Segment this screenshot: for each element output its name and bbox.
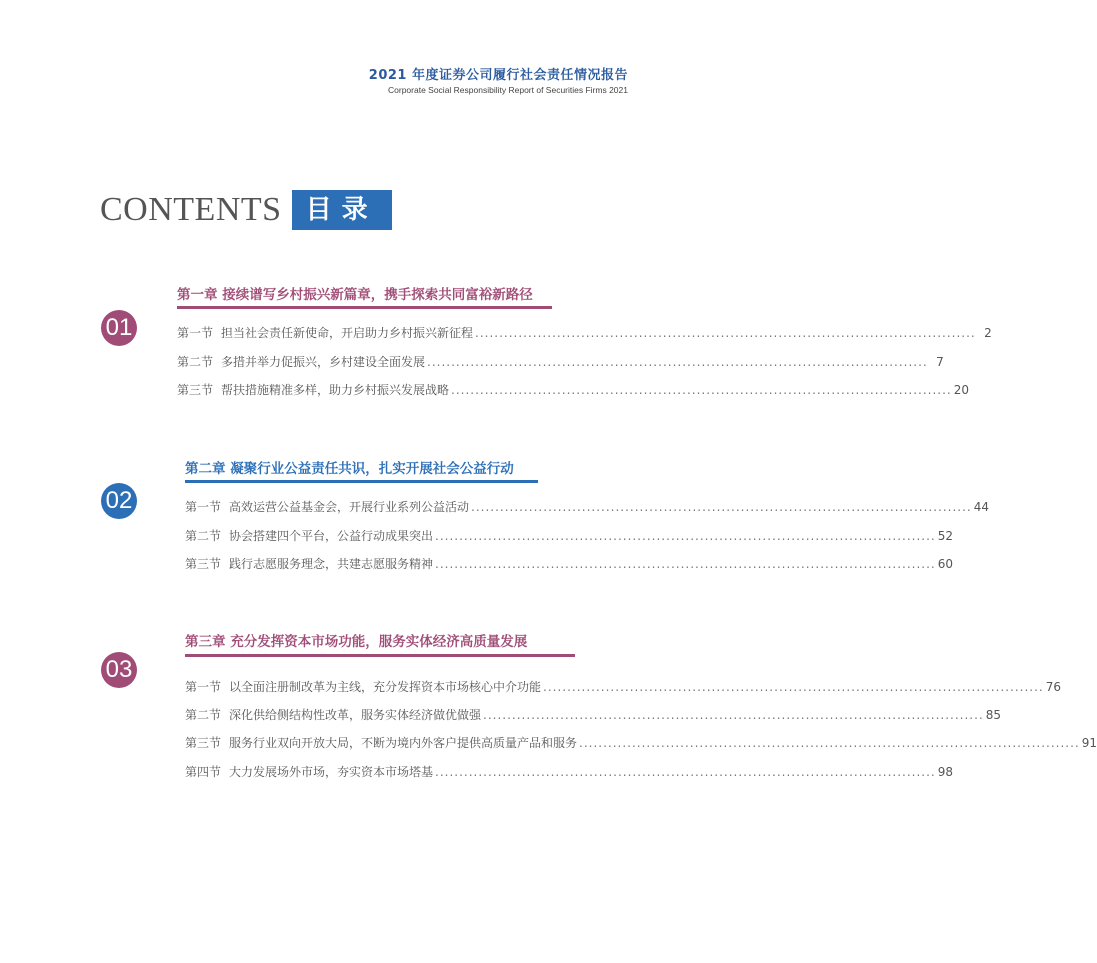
- leader-dots: ........................................................................................................: [475, 326, 976, 340]
- toc-entry[interactable]: [185, 706, 1002, 723]
- page-number: 52: [937, 529, 954, 543]
- page-number: 44: [973, 500, 990, 514]
- leader-dots: ........................................................................................................: [543, 680, 1044, 694]
- section-number: 第二节: [185, 529, 222, 543]
- contents-word: CONTENTS: [100, 191, 282, 228]
- section-title: 以全面注册制改革为主线，充分发挥资本市场核心中介功能: [229, 680, 542, 694]
- leader-dots: ........................................................................................................: [483, 708, 984, 722]
- section-title: 服务行业双向开放大局，不断为境内外客户提供高质量产品和服务: [229, 736, 578, 750]
- section-number: 第三节: [185, 736, 222, 750]
- section-number: 第三节: [185, 557, 222, 571]
- section-number: 第二节: [177, 355, 214, 369]
- report-title-cn: 2021 年度证券公司履行社会责任情况报告: [368, 68, 628, 83]
- page-number: 98: [937, 765, 954, 779]
- toc-entry[interactable]: [185, 763, 954, 780]
- section-title: 帮扶措施精准多样，助力乡村振兴发展战略: [221, 383, 450, 397]
- section-title: 多措并举力促振兴，乡村建设全面发展: [221, 355, 426, 369]
- section-title: 大力发展场外市场，夯实资本市场塔基: [229, 765, 434, 779]
- leader-dots: ........................................................................................................: [471, 500, 972, 514]
- section-title: 高效运营公益基金会，开展行业系列公益活动: [229, 500, 470, 514]
- chapter-number-badge: 01: [101, 310, 137, 346]
- section-number: 第一节: [185, 500, 222, 514]
- page-number: 85: [985, 708, 1002, 722]
- toc-entry[interactable]: [177, 353, 944, 370]
- section-number: 第一节: [177, 326, 214, 340]
- section-number: 第四节: [185, 765, 222, 779]
- chapter-number-badge: 03: [101, 652, 137, 688]
- leader-dots: ........................................................................................................: [579, 736, 1080, 750]
- section-number: 第一节: [185, 680, 222, 694]
- toc-entry[interactable]: [177, 324, 992, 341]
- report-title-en: Corporate Social Responsibility Report of Securities Firms 2021: [388, 85, 628, 95]
- page-number: 76: [1045, 680, 1062, 694]
- toc-entry[interactable]: [185, 734, 1097, 751]
- section-title: 践行志愿服务理念，共建志愿服务精神: [229, 557, 434, 571]
- leader-dots: ........................................................................................................: [435, 529, 936, 543]
- chapter-underline: [185, 654, 575, 657]
- leader-dots: ........................................................................................................: [435, 765, 936, 779]
- chapter-underline: [185, 480, 538, 483]
- toc-entry[interactable]: [185, 555, 954, 572]
- chapter-heading[interactable]: 第三章 充分发挥资本市场功能，服务实体经济高质量发展: [185, 634, 528, 650]
- page-number: 2: [984, 326, 992, 340]
- leader-dots: ........................................................................................................: [427, 355, 928, 369]
- page-number: 7: [936, 355, 944, 369]
- chapter-underline: [177, 306, 552, 309]
- toc-entry[interactable]: [177, 381, 970, 398]
- section-title: 协会搭建四个平台，公益行动成果突出: [229, 529, 434, 543]
- page-number: 20: [953, 383, 970, 397]
- chapter-heading[interactable]: 第一章 接续谱写乡村振兴新篇章，携手探索共同富裕新路径: [177, 287, 533, 303]
- toc-entry[interactable]: [185, 527, 954, 544]
- chapter-heading[interactable]: 第二章 凝聚行业公益责任共识，扎实开展社会公益行动: [185, 461, 514, 477]
- toc-entry[interactable]: [185, 678, 1062, 695]
- leader-dots: ........................................................................................................: [435, 557, 936, 571]
- page-number: 60: [937, 557, 954, 571]
- section-title: 深化供给侧结构性改革，服务实体经济做优做强: [229, 708, 482, 722]
- chapter-number-badge: 02: [101, 483, 137, 519]
- section-number: 第三节: [177, 383, 214, 397]
- toc-entry[interactable]: [185, 498, 990, 515]
- section-number: 第二节: [185, 708, 222, 722]
- page-number: 91: [1081, 736, 1097, 750]
- mulu-label: 目录: [292, 190, 392, 230]
- leader-dots: ........................................................................................................: [451, 383, 952, 397]
- section-title: 担当社会责任新使命，开启助力乡村振兴新征程: [221, 326, 474, 340]
- contents-heading: [100, 190, 392, 230]
- report-header: [369, 64, 628, 95]
